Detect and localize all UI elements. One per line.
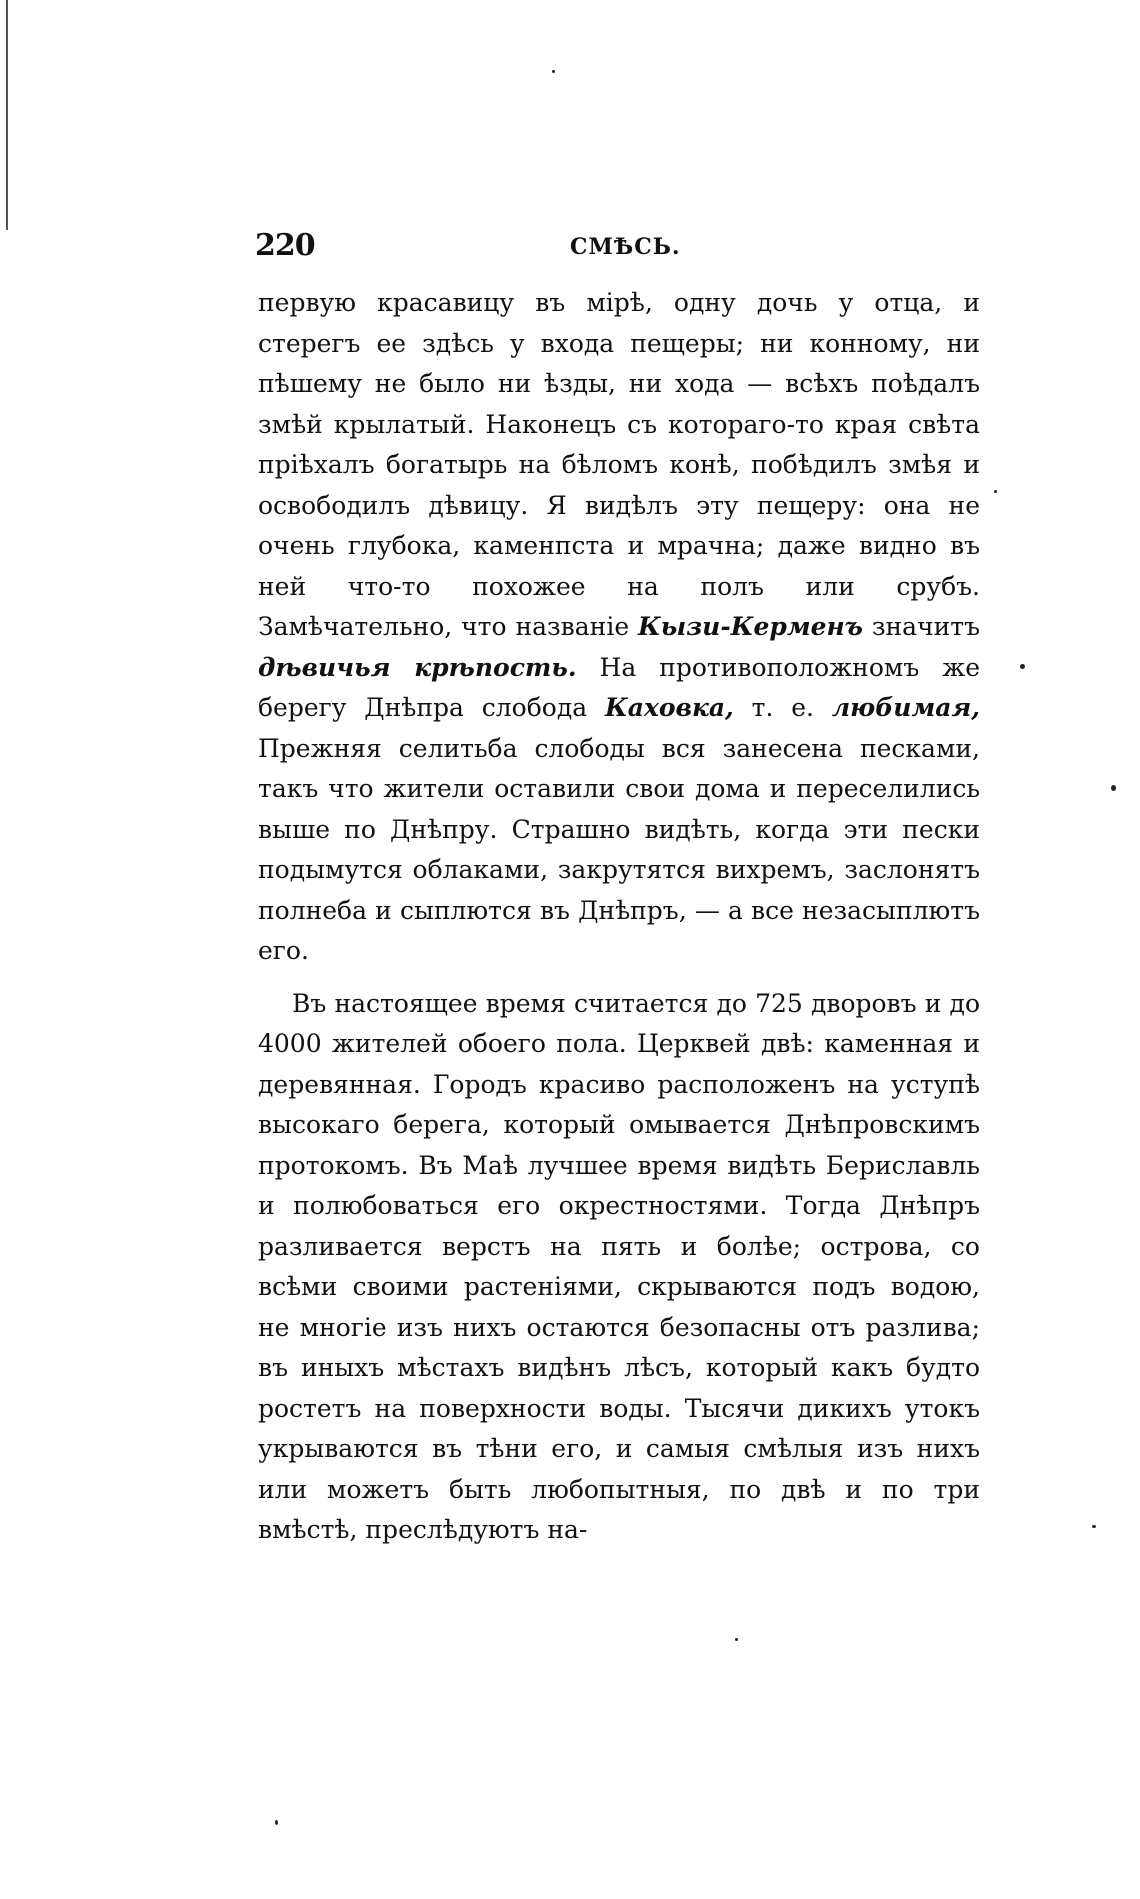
scan-edge-line xyxy=(6,0,8,230)
scan-speck xyxy=(994,490,997,493)
paragraph-1-text-a: первую красавицу въ мірѣ, одну дочь у отца, и стерегъ ее здѣсь у входа пещеры; ни конному, ни пѣшему не было ни ѣзды, ни хода — всѣхъ поѣдалъ змѣй крылатый. Наконецъ съ котораго-то края свѣта пріѣхалъ богатырь на бѣломъ конѣ, побѣдилъ змѣя и освободилъ дѣвицу. Я видѣлъ эту пещеру: она не очень глубока, каменпста и мрачна; даже видно въ ней что-то похожее на полъ или срубъ. Замѣчательно, что названіе xyxy=(258,288,980,641)
paragraph-1-text-e: Прежняя селитьба слободы вся занесена песками, такъ что жители оставили свои дома и переселились выше по Днѣпру. Страшно видѣть, когда эти пески подымутся облаками, закрутятся вихремъ, заслонятъ полнеба и сыплются въ Днѣпръ, — а все незасыплютъ его. xyxy=(258,733,980,965)
emphasis-lyubimaya: любимая, xyxy=(831,693,981,722)
scan-speck xyxy=(1020,664,1025,669)
paragraph-2: Въ настоящее время считается до 725 дворовъ и до 4000 жителей обоего пола. Церквей двѣ: каменная и деревянная. Городъ красиво расположенъ на уступѣ высокаго берега, который омывается Днѣпровскимъ протокомъ. Въ Маѣ лучшее время видѣть Бериславль и полюбоваться его окрестностями. Тогда Днѣпръ разливается верстъ на пять и болѣе; острова, со всѣми своими растеніями, скрываются подъ водою, не многіе изъ нихъ остаются безопасны отъ разлива; въ иныхъ мѣстахъ видѣнъ лѣсъ, который какъ будто ростетъ на поверхности воды. Тысячи дикихъ утокъ укрываются въ тѣни его, и самыя смѣлыя изъ нихъ или можетъ быть любопытныя, по двѣ и по три вмѣстѣ, преслѣдуютъ на- xyxy=(258,988,980,1544)
emphasis-devichya-krepost: дѣвичья крѣпость. xyxy=(258,652,577,682)
scan-speck xyxy=(1092,1525,1096,1528)
emphasis-kakhovka: Каховка, xyxy=(605,693,734,722)
running-title: СМѢСЬ. xyxy=(570,234,681,260)
paragraph-1-text-c: На противоположномъ же берегу Днѣпра слобода xyxy=(258,652,980,722)
scan-speck xyxy=(275,1820,278,1825)
page-header xyxy=(255,228,980,268)
scan-speck xyxy=(1111,785,1116,791)
scan-speck xyxy=(552,70,555,73)
page-number: 220 xyxy=(255,228,315,263)
scan-speck xyxy=(735,1638,738,1641)
paragraph-1-text-d: т. е. xyxy=(733,693,832,722)
body-text xyxy=(258,283,980,1551)
paragraph-1-text-b: значитъ xyxy=(862,612,980,641)
emphasis-kyzi-kermen: Кызи-Керменъ xyxy=(638,612,863,641)
paragraph-1 xyxy=(258,283,980,972)
